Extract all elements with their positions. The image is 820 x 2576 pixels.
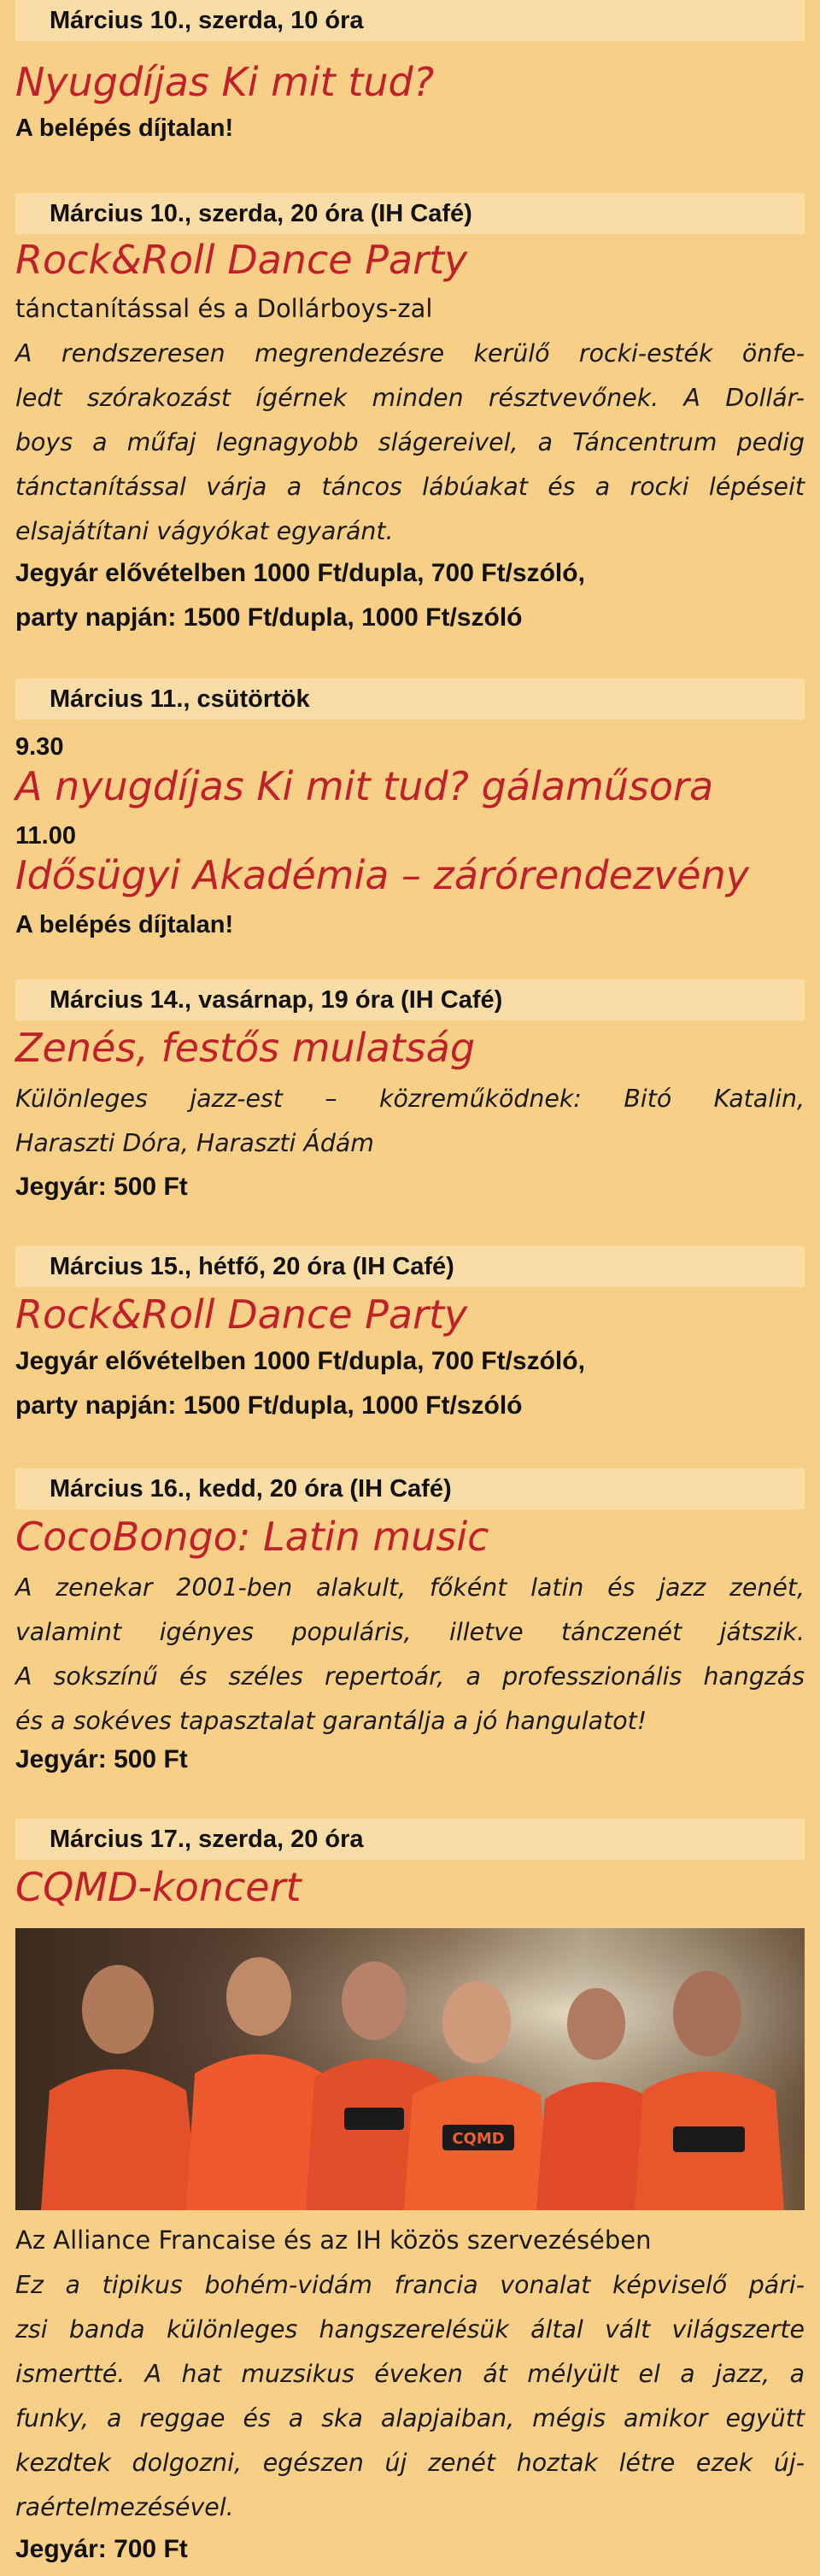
event-1-date: Március 10., szerda, 10 óra — [15, 0, 805, 41]
event-2-price-line: party napján: 1500 Ft/dupla, 1000 Ft/szóló — [15, 603, 523, 632]
event-1-title: Nyugdíjas Ki mit tud? — [15, 59, 435, 105]
event-2-title: Rock&Roll Dance Party — [15, 237, 468, 283]
event-7-desc-line: kezdtek dolgozni, egészen új zenét hoztak létre ezek új- — [15, 2449, 805, 2477]
event-7-subtitle: Az Alliance Francaise és az IH közös szervezésében — [15, 2226, 652, 2255]
event-7-desc-line: funky, a reggae és a ska alapjaiban, mégis amikor együtt — [15, 2404, 805, 2432]
event-5-date: Március 15., hétfő, 20 óra (IH Café) — [15, 1246, 805, 1287]
event-4-date: Március 14., vasárnap, 19 óra (IH Café) — [15, 979, 805, 1020]
event-2-description — [15, 332, 805, 554]
event-3-title-1: A nyugdíjas Ki mit tud? gálaműsora — [15, 763, 714, 809]
event-5-price-line: party napján: 1500 Ft/dupla, 1000 Ft/szóló — [15, 1391, 523, 1420]
event-3-date: Március 11., csütörtök — [15, 679, 805, 720]
event-4-desc-line: Különleges jazz-est – közreműködnek: Bitó Katalin, — [15, 1085, 805, 1113]
event-7-desc-line: Ez a tipikus bohém-vidám francia vonalat képviselő pári- — [15, 2271, 805, 2299]
event-2-desc-line: boys a műfaj legnagyobb slágereivel, a Táncentrum pedig — [15, 428, 805, 456]
event-2-desc-line: ledt szórakozást ígérnek minden résztvevőnek. A Dollár- — [15, 384, 805, 412]
event-7-desc-line: raértelmezésével. — [15, 2493, 234, 2521]
event-7-price: Jegyár: 700 Ft — [15, 2535, 188, 2563]
event-6-date: Március 16., kedd, 20 óra (IH Café) — [15, 1468, 805, 1509]
event-4-price: Jegyár: 500 Ft — [15, 1173, 188, 1201]
event-7-desc-line: ismertté. A hat muzsikus éveken át mélyült el a jazz, a — [15, 2360, 805, 2388]
event-6-desc-line: és a sokéves tapasztalat garantálja a jó hangulatot! — [15, 1707, 647, 1735]
event-6-desc-line: A sokszínű és széles repertoár, a professzionális hangzás — [15, 1662, 805, 1691]
event-3-time-1: 9.30 — [15, 733, 64, 761]
event-6-description — [15, 1566, 805, 1744]
event-3-note: A belépés díjtalan! — [15, 911, 234, 938]
event-2-desc-line: A rendszeresen megrendezésre kerülő rocki-esték önfe- — [15, 339, 805, 368]
event-2-desc-line: elsajátítani vágyókat egyaránt. — [15, 517, 394, 545]
event-4-description — [15, 1077, 805, 1166]
event-3-title-2: Idősügyi Akadémia – zárórendezvény — [15, 852, 749, 898]
event-4-title: Zenés, festős mulatság — [15, 1025, 476, 1071]
event-7-title: CQMD-koncert — [15, 1864, 302, 1910]
event-1-note: A belépés díjtalan! — [15, 115, 234, 142]
band-photo — [15, 1928, 805, 2210]
event-2-price-line: Jegyár elővételben 1000 Ft/dupla, 700 Ft/szóló, — [15, 559, 585, 587]
event-6-price: Jegyár: 500 Ft — [15, 1745, 188, 1773]
event-2-desc-line: tánctanítással várja a táncos lábúakat és a rocki lépéseit — [15, 473, 805, 501]
event-7-date: Március 17., szerda, 20 óra — [15, 1819, 805, 1860]
event-5-title: Rock&Roll Dance Party — [15, 1291, 468, 1338]
event-2-subtitle: tánctanítással és a Dollárboys-zal — [15, 294, 433, 323]
event-6-desc-line: A zenekar 2001-ben alakult, főként latin és jazz zenét, — [15, 1573, 805, 1602]
event-5-price-line: Jegyár elővételben 1000 Ft/dupla, 700 Ft/szóló, — [15, 1347, 585, 1375]
event-3-time-2: 11.00 — [15, 822, 76, 850]
event-6-title: CocoBongo: Latin music — [15, 1514, 489, 1560]
band-photo-shirt-text: CQMD — [452, 2130, 505, 2148]
event-2-date: Március 10., szerda, 20 óra (IH Café) — [15, 193, 805, 234]
band-photo-illustration — [15, 1928, 805, 2210]
event-4-desc-line: Haraszti Dóra, Haraszti Ádám — [15, 1129, 374, 1157]
event-7-desc-line: zsi banda különleges hangszerelésük által vált világszerte — [15, 2315, 805, 2344]
event-7-description — [15, 2263, 805, 2530]
event-6-desc-line: valamint igényes populáris, illetve tánczenét játszik. — [15, 1618, 805, 1646]
